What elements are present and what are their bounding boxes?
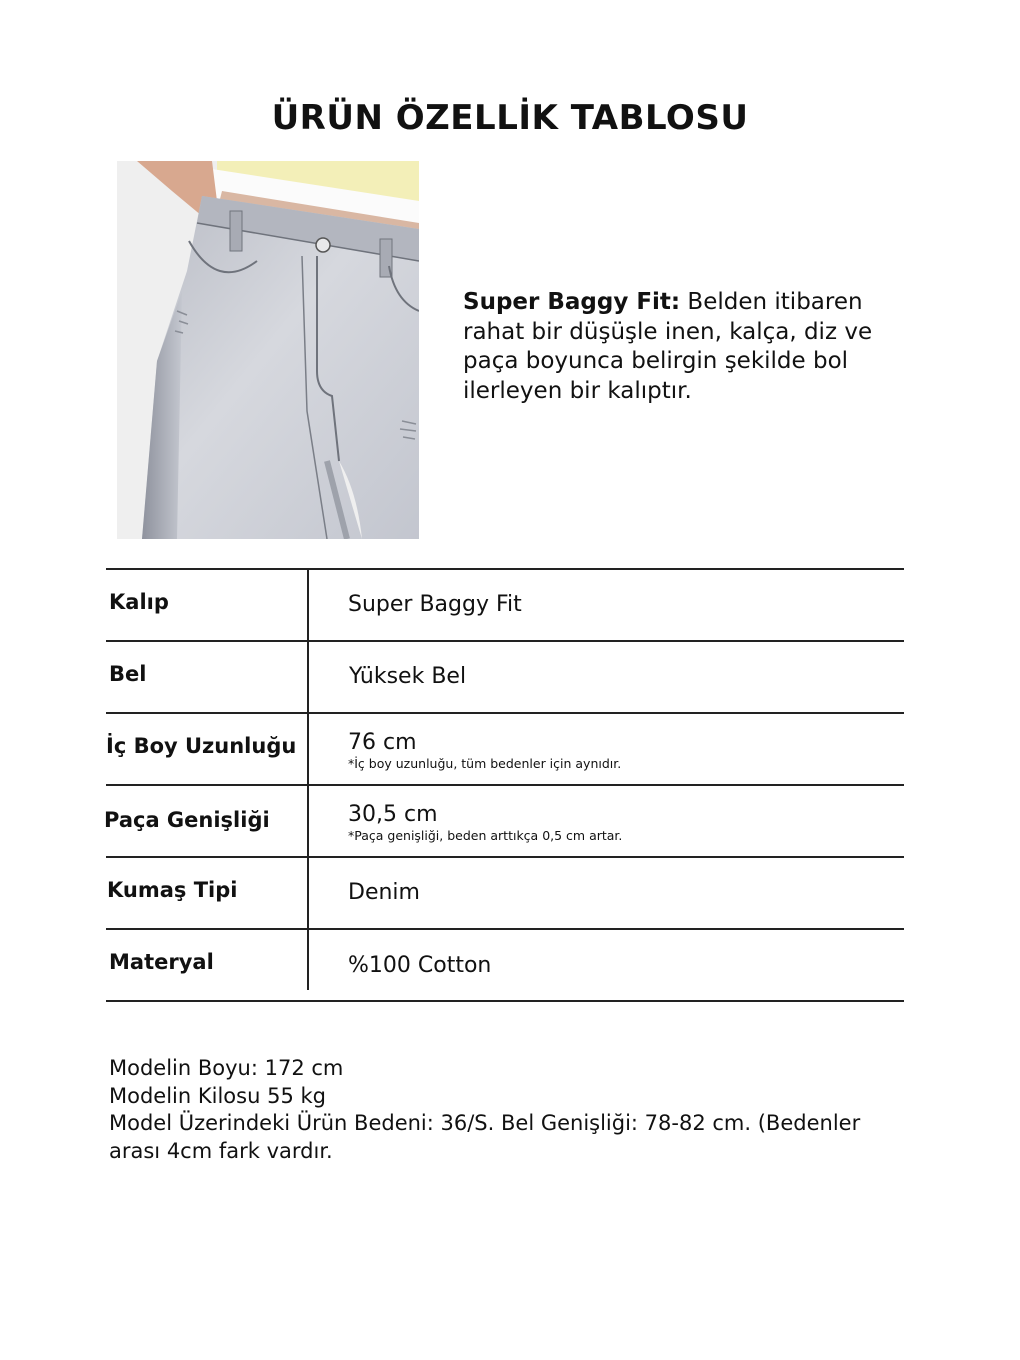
spec-value-group <box>348 802 622 843</box>
spec-value: Yüksek Bel <box>349 664 467 689</box>
spec-label: Materyal <box>109 950 214 974</box>
table-row-kumas <box>106 858 904 930</box>
spec-label: Kumaş Tipi <box>107 878 238 902</box>
table-row-materyal <box>106 930 904 1002</box>
spec-label: Bel <box>109 662 147 686</box>
model-size-note: arası 4cm fark vardır. <box>109 1138 333 1163</box>
fit-description <box>463 288 923 406</box>
spec-note: *Paça genişliği, beden arttıkça 0,5 cm artar. <box>348 828 623 843</box>
spec-label: Paça Genişliği <box>104 808 270 832</box>
spec-value-group <box>348 730 621 771</box>
table-row-bel <box>106 642 904 714</box>
model-weight: Modelin Kilosu 55 kg <box>109 1083 326 1108</box>
table-row-ic-boy <box>106 714 904 786</box>
spec-table <box>106 568 904 1002</box>
fit-description-text: Belden itibaren rahat bir düşüşle inen, kalça, diz ve paça boyunca belirgin şekilde bol ilerleyen bir kalıptır. <box>463 289 873 404</box>
jeans-photo-illustration <box>117 161 419 539</box>
product-image <box>117 161 419 539</box>
spec-label: Kalıp <box>109 590 169 614</box>
table-row-paca <box>106 786 904 858</box>
spec-value: Super Baggy Fit <box>348 592 522 617</box>
fit-description-title: Super Baggy Fit: <box>463 289 681 315</box>
spec-value: 76 cm <box>348 730 417 755</box>
model-info <box>109 1055 909 1165</box>
spec-value: %100 Cotton <box>348 953 492 978</box>
spec-value: Denim <box>348 880 420 905</box>
spec-value: 30,5 cm <box>348 802 438 827</box>
model-size: Model Üzerindeki Ürün Bedeni: 36/S. Bel Genişliği: 78-82 cm. (Bedenler <box>109 1111 861 1135</box>
spec-label: İç Boy Uzunluğu <box>106 734 297 758</box>
table-row-kalip <box>106 568 904 642</box>
model-height: Modelin Boyu: 172 cm <box>109 1056 344 1080</box>
page-title: ÜRÜN ÖZELLİK TABLOSU <box>271 98 749 138</box>
spec-note: *İç boy uzunluğu, tüm bedenler için aynıdır. <box>348 756 622 771</box>
